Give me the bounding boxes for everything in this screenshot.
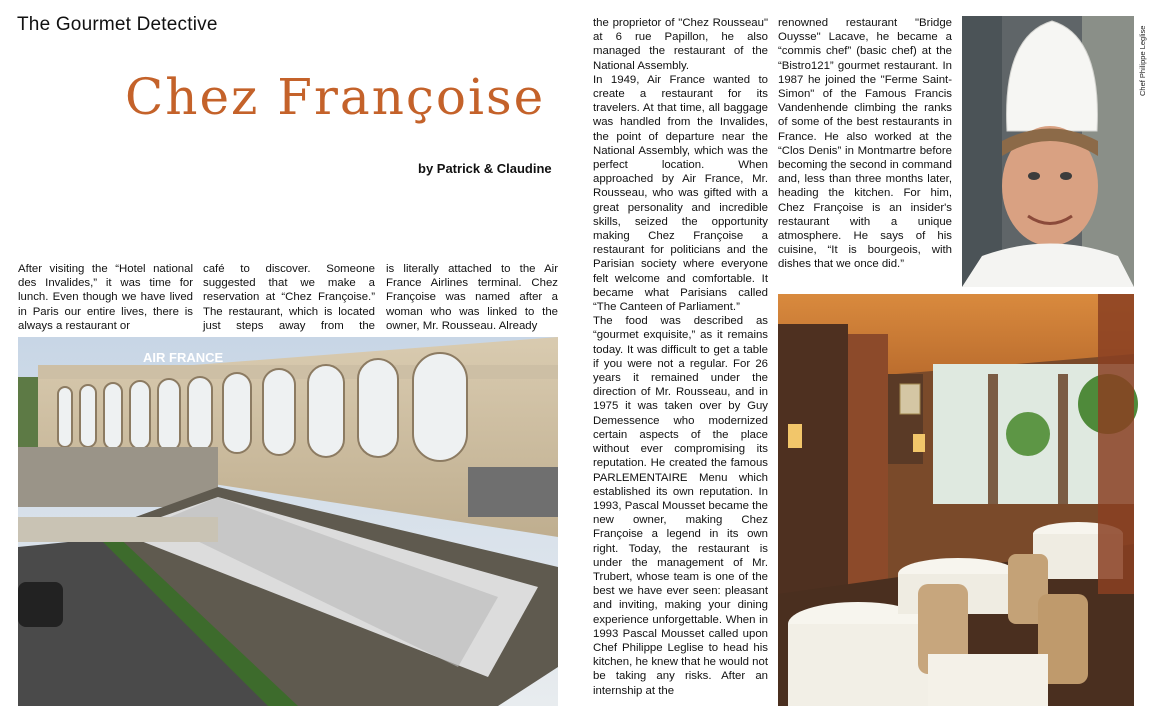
dining-room-photo xyxy=(778,294,1134,706)
air-france-sign: AIR FRANCE xyxy=(143,350,224,365)
chef-portrait-photo xyxy=(962,16,1134,287)
body-column-5: renowned restaurant "Bridge Ouysse" Lacave, he became a “commis chef” (basic chef) at the “Bistro121” gourmet restaurant. In 1987 he joined the "Ferme Saint-Simon" of the Famous Francis Vandenhende climbing the ranks of some of the best restaurants in France. He also worked at the “Clos Denis” in Montmartre before becoming the second in command and, less than three months later, heading the kitchen. For him, Chez Françoise is an insider's restaurant with a unique atmosphere. He says of his cuisine, “It is bourgeois, with dishes that we once did.” xyxy=(778,17,952,271)
paragraph: The food was described as “gourmet exquisite,” as it remains today. It was difficult to get a table if you were not a regular. For 26 years it remained under the direction of Mr. Rousseau, and in 1975 it was taken over by Guy Demessence who modernized certain aspects of the place without ever compromising its reputation. He created the famous PARLEMENTAIRE Menu which established its own reputation. In 1993, Pascal Mousset became the new owner, making Chez Françoise a legend in its own right. Today, the restaurant is under the management of Mr. Trubert, whose team is one of the best we have ever seen: pleasant and inviting, making your dining experience unforgettable. When in 1993 Pascal Mousset called upon Chef Philippe Leglise to head his kitchen, he knew that he would not be taking any risks. After an internship at the xyxy=(593,315,768,697)
byline: by Patrick & Claudine xyxy=(418,161,552,176)
section-heading: The Gourmet Detective xyxy=(17,14,218,35)
paragraph: the proprietor of "Chez Rousseau" at 6 rue Papillon, he also managed the restaurant of the National Assembly. xyxy=(593,17,768,72)
photo-credit: Chef Philippe Leglise xyxy=(1138,25,1147,96)
body-column-1: After visiting the “Hotel national des Invalides,” it was time for lunch. Even though we have lived in Paris our entire lives, there is always a restaurant or xyxy=(18,263,193,332)
body-column-3: is literally attached to the Air France Airlines terminal. Chez Françoise was named after a woman who was linked to the owner, Mr. Rousseau. Already xyxy=(386,263,558,332)
paragraph: In 1949, Air France wanted to create a restaurant for its travelers. At that time, all baggage was handled from the Invalides, the point of departure near the National Assembly, which was the perfect location. When approached by Air France, Mr. Rousseau, who was gifted with a great personality and incredible skills, seized the opportunity making Chez Françoise a restaurant for politicians and the Parisian society where everyone felt welcome and comfortable. It became what Parisians called “The Canteen of Parliament.” xyxy=(593,73,768,314)
article-title: Chez Françoise xyxy=(125,68,546,126)
body-column-2: café to discover. Someone suggested that we make a reservation at “Chez Françoise.” The restaurant, which is located just steps away from the xyxy=(203,263,375,332)
exterior-building-photo xyxy=(18,337,558,706)
body-column-4 xyxy=(593,16,768,710)
